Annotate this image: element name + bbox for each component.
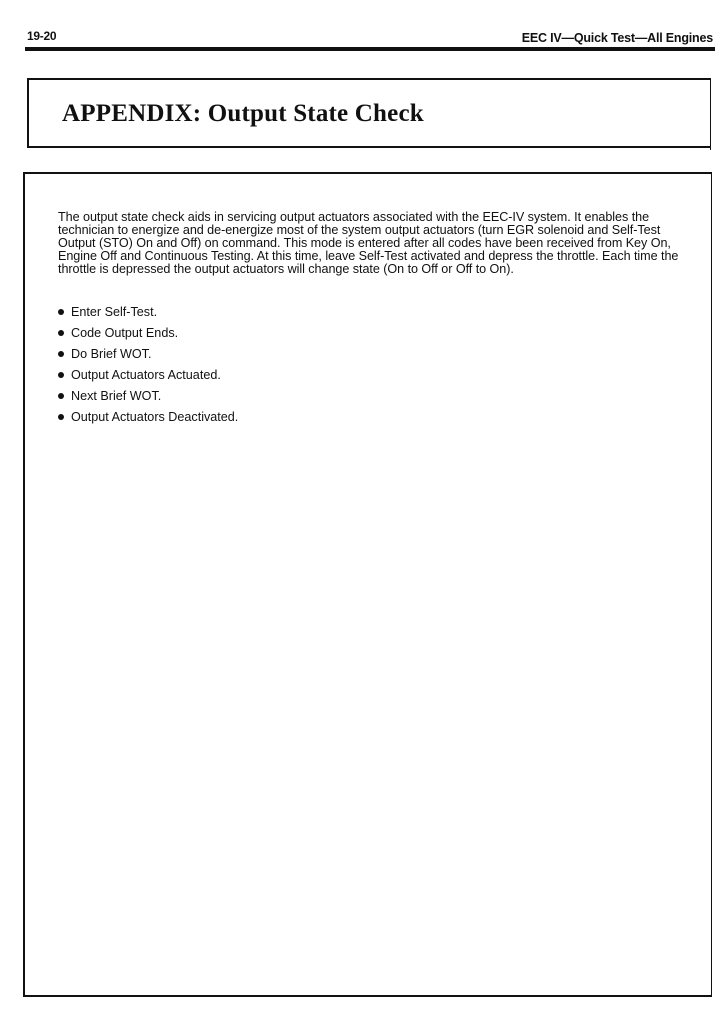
step-text: Enter Self-Test. — [71, 305, 158, 319]
header-rule — [25, 47, 715, 51]
bullet-icon — [58, 309, 64, 315]
step-text: Do Brief WOT. — [71, 347, 152, 361]
running-header: EEC IV—Quick Test—All Engines — [521, 31, 713, 45]
list-item — [58, 323, 238, 344]
page-title: APPENDIX: Output State Check — [62, 100, 424, 127]
step-text: Output Actuators Actuated. — [71, 368, 221, 382]
content-box — [23, 172, 712, 997]
bullet-icon — [58, 351, 64, 357]
list-item — [58, 386, 238, 407]
step-text: Code Output Ends. — [71, 326, 179, 340]
title-box — [27, 78, 711, 148]
bullet-icon — [58, 372, 64, 378]
bullet-icon — [58, 393, 64, 399]
bullet-icon — [58, 330, 64, 336]
list-item — [58, 302, 238, 323]
list-item — [58, 407, 238, 428]
step-text: Next Brief WOT. — [71, 389, 162, 403]
intro-paragraph: The output state check aids in servicing output actuators associated with the EEC-IV system. It enables the technician to energize and de-energize most of the system output actuators (turn EGR solenoid and Self-Test Output (STO) On and Off) on command. This mode is entered after all codes have been received from Key On, Engine Off and Continuous Testing. At this time, leave Self-Test activated and depress the throttle. Each time the throttle is depressed the output actuators will change state (On to Off or Off to On). — [58, 210, 679, 276]
list-item — [58, 365, 238, 386]
bullet-icon — [58, 414, 64, 420]
step-text: Output Actuators Deactivated. — [71, 410, 239, 424]
list-item — [58, 344, 238, 365]
step-list — [58, 302, 238, 428]
page-number: 19-20 — [27, 29, 57, 43]
